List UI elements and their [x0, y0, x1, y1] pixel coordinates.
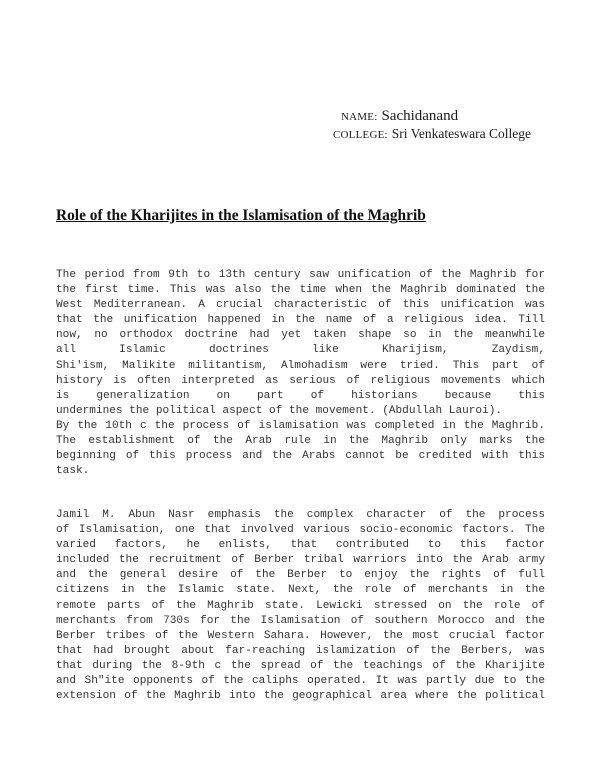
text-line: and Sh"ite opponents of the caliphs operated. It was partly due to the — [56, 675, 545, 688]
text-line: and the general desire of the Berber to enjoy the rights of full — [56, 569, 545, 582]
text-line: By the 10th c the process of islamisation was completed in the Maghrib. — [56, 419, 545, 432]
name-label: NAME: — [341, 111, 378, 123]
text-line: Jamil M. Abun Nasr emphasis the complex character of the process — [56, 509, 545, 521]
text-line: The period from 9th to 13th century saw unification of the Maghrib for — [56, 269, 545, 281]
college-label: COLLEGE: — [333, 129, 388, 141]
text-line: is generalization on part of historians because this — [56, 389, 545, 402]
text-line: varied factors, he enlists, that contributed to this factor — [56, 539, 545, 552]
college-value: Sri Venkateswara College — [391, 126, 531, 141]
text-line: extension of the Maghrib into the geographical area where the political — [56, 690, 545, 703]
text-line: that during the 8-9th c the spread of the teachings of the Kharijite — [56, 659, 545, 672]
text-line: task. — [56, 465, 90, 478]
text-line: all Islamic doctrines like Kharijism, Zaydism, — [56, 344, 545, 357]
text-line: now, no orthodox doctrine had yet taken shape so in the meanwhile — [56, 329, 545, 342]
college-line — [333, 125, 531, 143]
text-line: merchants from 730s for the Islamisation of southern Morocco and the — [56, 614, 545, 627]
document-title: Role of the Kharijites in the Islamisation of the Maghrib — [56, 207, 426, 224]
text-line: remote parts of the Maghrib state. Lewicki stressed on the role of — [56, 599, 545, 612]
text-line: citizens in the Islamic state. Next, the role of merchants in the — [56, 584, 545, 597]
text-line: that the unification happened in the name of a religious idea. Till — [56, 314, 545, 327]
author-name-line — [341, 107, 458, 125]
text-line: Berber tribes of the Western Sahara. However, the most crucial factor — [56, 629, 545, 642]
text-line: history is often interpreted as serious of religious movements which — [56, 374, 545, 387]
text-line: The establishment of the Arab rule in the Maghrib only marks the — [56, 435, 545, 448]
text-line: Shi'ism, Malikite militantism, Almohadism were tried. This part of — [56, 359, 545, 372]
paragraph-1 — [56, 268, 545, 479]
text-line: West Mediterranean. A crucial characteristic of this unification was — [56, 299, 545, 312]
text-line: undermines the political aspect of the movement. (Abdullah Lauroi). — [56, 404, 503, 417]
text-line: included the recruitment of Berber tribal warriors into the Arab army — [56, 554, 545, 567]
name-value: Sachidanand — [381, 108, 459, 124]
text-line: of Islamisation, one that involved various socio-economic factors. The — [56, 524, 545, 537]
paragraph-2 — [56, 508, 545, 704]
text-line: that had brought about far-reaching islamization of the Berbers, was — [56, 644, 545, 657]
text-line: the first time. This was also the time when the Maghrib dominated the — [56, 284, 545, 297]
text-line: beginning of this process and the Arabs cannot be credited with this — [56, 450, 545, 463]
